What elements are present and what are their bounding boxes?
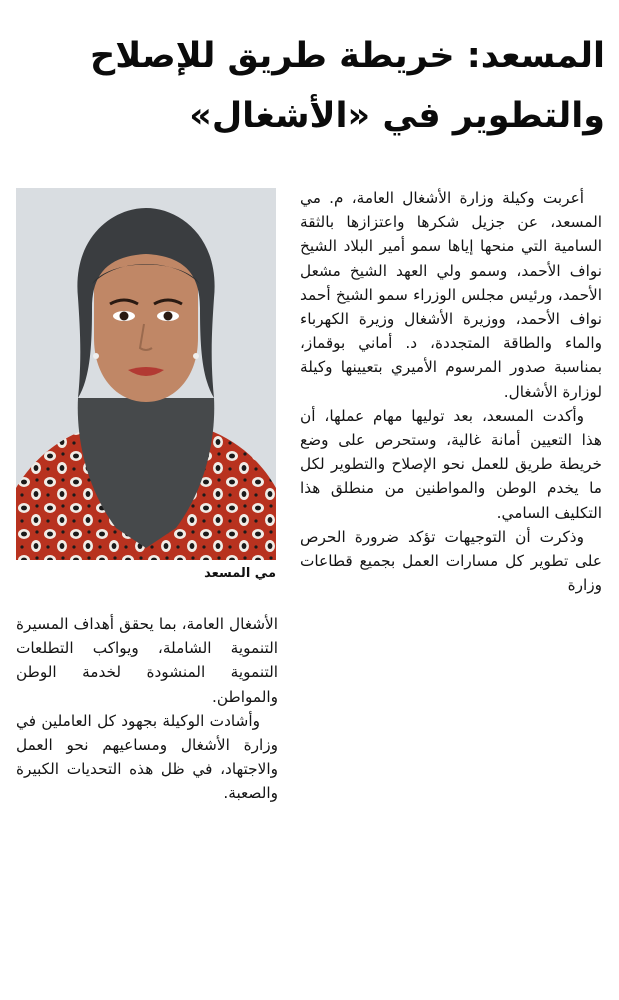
photo-caption: مي المسعد — [204, 566, 276, 581]
portrait-illustration — [16, 188, 276, 560]
headline-line-1: المسعد: خريطة طريق للإصلاح — [90, 36, 605, 76]
headline-line-2: والتطوير في «الأشغال» — [189, 96, 605, 136]
article-column-right — [300, 186, 602, 597]
article-paragraph: أعربت وكيلة وزارة الأشغال العامة، م. مي المسعد، عن جزيل شكرها واعتزازها بالثقة السامية التي منحها إياها سمو أمير البلاد الشيخ نواف الأحمد، وسمو ولي العهد الشيخ مشعل الأحمد، ورئيس مجلس الوزراء سمو الشيخ أحمد نواف الأحمد، ووزيرة الأشغال وزيرة الكهرباء والماء والطاقة المتجددة، د. أماني بوقماز، بمناسبة صدور المرسوم الأميري بتعيينها وكيلة لوزارة الأشغال. — [300, 189, 602, 401]
headline — [14, 26, 605, 146]
portrait-photo — [16, 188, 276, 560]
article-paragraph: وذكرت أن التوجيهات تؤكد ضرورة الحرص على تطوير كل مسارات العمل بجميع قطاعات وزارة — [300, 527, 602, 595]
article-paragraph: وأشادت الوكيلة بجهود كل العاملين في وزارة الأشغال ومساعيهم نحو العمل والاجتهاد، في ظل هذه التحديات الكبيرة والصعبة. — [16, 711, 278, 803]
article-paragraph: وأكدت المسعد، بعد توليها مهام عملها، أن هذا التعيين أمانة غالية، وستحرص على وضع خريطة طريق للعمل نحو الإصلاح والتطوير لكل ما يخدم الوطن والمواطنين من منطلق هذا التكليف السامي. — [300, 406, 602, 522]
article-paragraph: الأشغال العامة، بما يحقق أهداف المسيرة التنموية الشاملة، ويواكب التطلعات التنموية المنشودة لخدمة الوطن والمواطن. — [16, 615, 278, 706]
article-column-left — [16, 612, 278, 806]
